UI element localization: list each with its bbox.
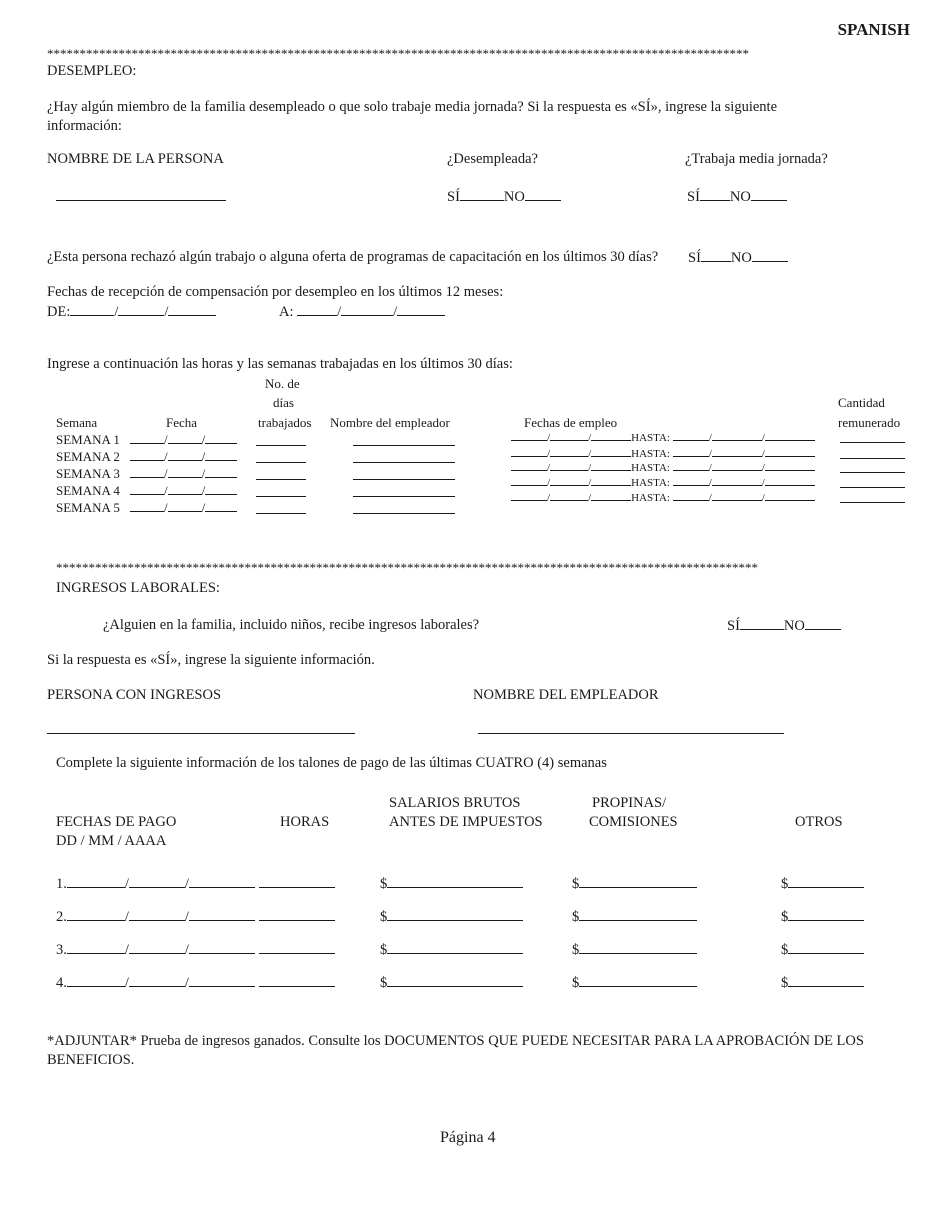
tips-commissions-cell bbox=[572, 974, 697, 992]
pay-hours-field[interactable] bbox=[259, 908, 335, 921]
week-days-worked-field[interactable] bbox=[256, 496, 306, 497]
week-row: SEMANA 4 / / bbox=[56, 483, 237, 499]
refused-question: ¿Esta persona rechazó algún trabajo o alguna oferta de programas de capacitación en los últimos 30 días? bbox=[47, 249, 659, 265]
comp-dates-label: Fechas de recepción de compensación por desempleo en los últimos 12 meses: bbox=[47, 284, 504, 300]
header-date-format: DD / MM / AAAA bbox=[56, 833, 167, 849]
pay-date-day[interactable] bbox=[67, 908, 125, 921]
emp-to-month[interactable] bbox=[712, 431, 762, 441]
gross-wages-cell bbox=[380, 875, 523, 893]
week-date-year[interactable] bbox=[205, 450, 237, 461]
week-label: SEMANA 5 bbox=[56, 500, 120, 515]
from-day[interactable] bbox=[70, 303, 114, 316]
to-year[interactable] bbox=[397, 303, 445, 316]
col-person-with-income: PERSONA CON INGRESOS bbox=[47, 687, 222, 703]
emp-from-year[interactable] bbox=[591, 491, 631, 501]
week-days-worked-field[interactable] bbox=[256, 462, 306, 463]
week-label: SEMANA 4 bbox=[56, 483, 120, 498]
paystub-instructions: Complete la siguiente información de los talones de pago de las últimas CUATRO (4) semanas bbox=[56, 755, 607, 771]
emp-from-month[interactable] bbox=[550, 447, 588, 457]
gross-wages-cell bbox=[380, 908, 523, 926]
dollar-sign: $ bbox=[572, 975, 580, 991]
dollar-sign: $ bbox=[781, 909, 789, 925]
header-gross-line1: SALARIOS BRUTOS bbox=[389, 795, 521, 811]
employment-dates-row: / / HASTA: / / bbox=[511, 491, 815, 504]
to-day[interactable] bbox=[297, 303, 337, 316]
week-days-worked-field[interactable] bbox=[256, 513, 306, 514]
week-date-day[interactable] bbox=[130, 501, 164, 512]
no-label: NO bbox=[730, 250, 752, 266]
separator-stars-middle: ************************************************************************************************************ bbox=[56, 560, 758, 575]
paystub-row: 4. / / bbox=[56, 974, 335, 992]
pay-hours-field[interactable] bbox=[259, 875, 335, 888]
header-days-line1: No. de bbox=[265, 376, 300, 391]
emp-to-day[interactable] bbox=[673, 447, 709, 457]
week-label: SEMANA 3 bbox=[56, 466, 120, 481]
week-days-worked-field[interactable] bbox=[256, 445, 306, 446]
refused-yes-field[interactable] bbox=[701, 249, 731, 262]
dollar-sign: $ bbox=[572, 909, 580, 925]
week-row: SEMANA 5 / / bbox=[56, 500, 237, 516]
week-label: SEMANA 2 bbox=[56, 449, 120, 464]
week-amount-field[interactable] bbox=[840, 458, 905, 459]
week-date-day[interactable] bbox=[130, 433, 164, 444]
pay-date-month[interactable] bbox=[129, 875, 185, 888]
emp-to-year[interactable] bbox=[765, 491, 815, 501]
emp-to-year[interactable] bbox=[765, 461, 815, 471]
header-employer: Nombre del empleador bbox=[330, 415, 450, 430]
col-person-name: NOMBRE DE LA PERSONA bbox=[47, 151, 224, 167]
separator-stars-top: ************************************************************************************************************ bbox=[47, 46, 749, 61]
yes-label: SÍ bbox=[687, 189, 700, 205]
until-label: HASTA: bbox=[631, 462, 670, 474]
paystub-row: 3. / / bbox=[56, 941, 335, 959]
week-row: SEMANA 2 / / bbox=[56, 449, 237, 465]
paystub-row: 2. / / bbox=[56, 908, 335, 926]
pay-date-month[interactable] bbox=[129, 908, 185, 921]
pay-date-year[interactable] bbox=[189, 875, 255, 888]
until-label: HASTA: bbox=[631, 432, 670, 444]
week-date-month[interactable] bbox=[168, 467, 202, 478]
gross-wages-field[interactable] bbox=[387, 974, 523, 987]
col-unemployed: ¿Desempleada? bbox=[447, 151, 538, 167]
tips-commissions-cell bbox=[572, 941, 697, 959]
emp-from-month[interactable] bbox=[550, 491, 588, 501]
week-employer-field[interactable] bbox=[353, 445, 455, 446]
other-income-field[interactable] bbox=[788, 974, 864, 987]
dollar-sign: $ bbox=[781, 942, 789, 958]
dollar-sign: $ bbox=[572, 876, 580, 892]
other-income-field[interactable] bbox=[788, 941, 864, 954]
yes-label: SÍ bbox=[727, 618, 740, 634]
header-days-line2: días bbox=[273, 395, 294, 410]
emp-to-year[interactable] bbox=[765, 431, 815, 441]
hours-intro: Ingrese a continuación las horas y las semanas trabajadas en los últimos 30 días: bbox=[47, 356, 513, 372]
row-number: 1. bbox=[56, 876, 67, 892]
week-date-day[interactable] bbox=[130, 450, 164, 461]
week-date-day[interactable] bbox=[130, 467, 164, 478]
header-other: OTROS bbox=[795, 814, 843, 830]
emp-to-day[interactable] bbox=[673, 491, 709, 501]
dollar-sign: $ bbox=[380, 975, 388, 991]
refused-yes-no bbox=[688, 249, 788, 267]
pay-date-year[interactable] bbox=[189, 974, 255, 987]
comp-from: DE: / / bbox=[47, 303, 216, 321]
other-income-field[interactable] bbox=[788, 908, 864, 921]
emp-from-day[interactable] bbox=[511, 491, 547, 501]
emp-to-year[interactable] bbox=[765, 476, 815, 486]
emp-from-year[interactable] bbox=[591, 431, 631, 441]
week-row: SEMANA 1 / / bbox=[56, 432, 237, 448]
earned-yes-field[interactable] bbox=[740, 617, 784, 630]
tips-commissions-field[interactable] bbox=[579, 974, 697, 987]
row-number: 2. bbox=[56, 909, 67, 925]
header-pay-dates: FECHAS DE PAGO bbox=[56, 814, 177, 830]
pay-date-year[interactable] bbox=[189, 941, 255, 954]
week-date-year[interactable] bbox=[205, 467, 237, 478]
employment-dates-row: / / HASTA: / / bbox=[511, 447, 815, 460]
tips-commissions-cell bbox=[572, 875, 697, 893]
parttime-yes-field[interactable] bbox=[700, 188, 730, 201]
to-month[interactable] bbox=[341, 303, 393, 316]
comp-to: A: / / bbox=[279, 303, 445, 321]
unemployment-question: ¿Hay algún miembro de la familia desempleado o que solo trabaje media jornada? Si la respuesta es «SÍ», ingrese la siguiente información: bbox=[47, 99, 777, 134]
if-yes-instruction: Si la respuesta es «SÍ», ingrese la siguiente información. bbox=[47, 652, 375, 668]
header-amount-line2: remunerado bbox=[838, 415, 901, 430]
emp-to-month[interactable] bbox=[712, 476, 762, 486]
tips-commissions-field[interactable] bbox=[579, 941, 697, 954]
dollar-sign: $ bbox=[781, 876, 789, 892]
week-amount-field[interactable] bbox=[840, 442, 905, 443]
header-tips-line2: COMISIONES bbox=[589, 814, 678, 830]
pay-hours-field[interactable] bbox=[259, 974, 335, 987]
earned-income-section-title: INGRESOS LABORALES: bbox=[56, 580, 220, 596]
pay-hours-field[interactable] bbox=[259, 941, 335, 954]
emp-from-month[interactable] bbox=[550, 476, 588, 486]
week-date-year[interactable] bbox=[205, 433, 237, 444]
emp-to-day[interactable] bbox=[673, 476, 709, 486]
unemployed-yes-field[interactable] bbox=[460, 188, 504, 201]
dollar-sign: $ bbox=[572, 942, 580, 958]
earned-income-question: ¿Alguien en la familia, incluido niños, recibe ingresos laborales? bbox=[103, 617, 480, 633]
emp-from-year[interactable] bbox=[591, 447, 631, 457]
col-part-time: ¿Trabaja media jornada? bbox=[685, 151, 828, 167]
row-number: 3. bbox=[56, 942, 67, 958]
gross-wages-cell bbox=[380, 941, 523, 959]
to-label: A: bbox=[279, 304, 294, 320]
dollar-sign: $ bbox=[781, 975, 789, 991]
header-tips-line1: PROPINAS/ bbox=[592, 795, 667, 811]
week-date-day[interactable] bbox=[130, 484, 164, 495]
until-label: HASTA: bbox=[631, 492, 670, 504]
week-employer-field[interactable] bbox=[353, 496, 455, 497]
emp-from-day[interactable] bbox=[511, 447, 547, 457]
week-amount-field[interactable] bbox=[840, 487, 905, 488]
gross-wages-cell bbox=[380, 974, 523, 992]
week-row: SEMANA 3 / / bbox=[56, 466, 237, 482]
unemployed-yes-no bbox=[447, 188, 561, 206]
emp-from-day[interactable] bbox=[511, 476, 547, 486]
employer-name-field[interactable] bbox=[478, 733, 784, 734]
gross-wages-field[interactable] bbox=[387, 941, 523, 954]
week-date-month[interactable] bbox=[168, 484, 202, 495]
paystub-row: 1. / / bbox=[56, 875, 335, 893]
week-employer-field[interactable] bbox=[353, 513, 455, 514]
emp-to-day[interactable] bbox=[673, 431, 709, 441]
week-date-month[interactable] bbox=[168, 450, 202, 461]
emp-from-month[interactable] bbox=[550, 461, 588, 471]
week-date-month[interactable] bbox=[168, 433, 202, 444]
emp-to-month[interactable] bbox=[712, 491, 762, 501]
header-hours: HORAS bbox=[280, 814, 330, 830]
dollar-sign: $ bbox=[380, 876, 388, 892]
other-income-cell bbox=[781, 941, 864, 959]
week-employer-field[interactable] bbox=[353, 479, 455, 480]
yes-label: SÍ bbox=[447, 189, 460, 205]
week-date-year[interactable] bbox=[205, 501, 237, 512]
emp-to-year[interactable] bbox=[765, 447, 815, 457]
emp-to-day[interactable] bbox=[673, 461, 709, 471]
emp-to-month[interactable] bbox=[712, 461, 762, 471]
unemployed-no-field[interactable] bbox=[525, 188, 561, 201]
header-gross-line2: ANTES DE IMPUESTOS bbox=[389, 814, 543, 830]
week-date-year[interactable] bbox=[205, 484, 237, 495]
dollar-sign: $ bbox=[380, 909, 388, 925]
pay-date-year[interactable] bbox=[189, 908, 255, 921]
other-income-cell bbox=[781, 974, 864, 992]
no-label: NO bbox=[783, 618, 805, 634]
emp-from-month[interactable] bbox=[550, 431, 588, 441]
page-number: Página 4 bbox=[440, 1129, 496, 1146]
pay-date-day[interactable] bbox=[67, 941, 125, 954]
header-week: Semana bbox=[56, 415, 98, 430]
no-label: NO bbox=[503, 189, 525, 205]
gross-wages-field[interactable] bbox=[387, 908, 523, 921]
person-with-income-field[interactable] bbox=[47, 733, 355, 734]
week-label: SEMANA 1 bbox=[56, 432, 120, 447]
employment-dates-row: / / HASTA: / / bbox=[511, 461, 815, 474]
other-income-cell bbox=[781, 908, 864, 926]
week-amount-field[interactable] bbox=[840, 472, 905, 473]
tips-commissions-cell bbox=[572, 908, 697, 926]
language-label: SPANISH bbox=[837, 20, 910, 39]
pay-date-day[interactable] bbox=[67, 875, 125, 888]
tips-commissions-field[interactable] bbox=[579, 875, 697, 888]
unemployment-section-title: DESEMPLEO: bbox=[47, 63, 137, 79]
pay-date-day[interactable] bbox=[67, 974, 125, 987]
week-amount-field[interactable] bbox=[840, 502, 905, 503]
emp-from-year[interactable] bbox=[591, 461, 631, 471]
pay-date-month[interactable] bbox=[129, 974, 185, 987]
emp-from-day[interactable] bbox=[511, 461, 547, 471]
earned-no-field[interactable] bbox=[805, 617, 841, 630]
tips-commissions-field[interactable] bbox=[579, 908, 697, 921]
until-label: HASTA: bbox=[631, 448, 670, 460]
header-employment-dates: Fechas de empleo bbox=[524, 415, 618, 430]
week-date-month[interactable] bbox=[168, 501, 202, 512]
parttime-yes-no bbox=[687, 188, 787, 206]
emp-from-day[interactable] bbox=[511, 431, 547, 441]
row-number: 4. bbox=[56, 975, 67, 991]
dollar-sign: $ bbox=[380, 942, 388, 958]
from-month[interactable] bbox=[118, 303, 164, 316]
header-date: Fecha bbox=[166, 415, 198, 430]
yes-label: SÍ bbox=[688, 250, 701, 266]
no-label: NO bbox=[729, 189, 751, 205]
pay-date-month[interactable] bbox=[129, 941, 185, 954]
from-year[interactable] bbox=[168, 303, 216, 316]
other-income-field[interactable] bbox=[788, 875, 864, 888]
person-name-field[interactable] bbox=[56, 200, 226, 201]
week-days-worked-field[interactable] bbox=[256, 479, 306, 480]
col-employer-name: NOMBRE DEL EMPLEADOR bbox=[473, 687, 659, 703]
other-income-cell bbox=[781, 875, 864, 893]
attach-note: *ADJUNTAR* Prueba de ingresos ganados. Consulte los DOCUMENTOS QUE PUEDE NECESITAR PARA LA APROBACIÓN DE LOS BENEFICIOS. bbox=[47, 1033, 864, 1068]
week-employer-field[interactable] bbox=[353, 462, 455, 463]
header-amount-line1: Cantidad bbox=[838, 395, 885, 410]
refused-no-field[interactable] bbox=[752, 249, 788, 262]
earned-income-yes-no bbox=[727, 617, 841, 635]
until-label: HASTA: bbox=[631, 477, 670, 489]
header-days-line3: trabajados bbox=[258, 415, 312, 430]
employment-dates-row: / / HASTA: / / bbox=[511, 476, 815, 489]
parttime-no-field[interactable] bbox=[751, 188, 787, 201]
emp-to-month[interactable] bbox=[712, 447, 762, 457]
emp-from-year[interactable] bbox=[591, 476, 631, 486]
gross-wages-field[interactable] bbox=[387, 875, 523, 888]
from-label: DE: bbox=[47, 304, 71, 320]
employment-dates-row: / / HASTA: / / bbox=[511, 431, 815, 444]
